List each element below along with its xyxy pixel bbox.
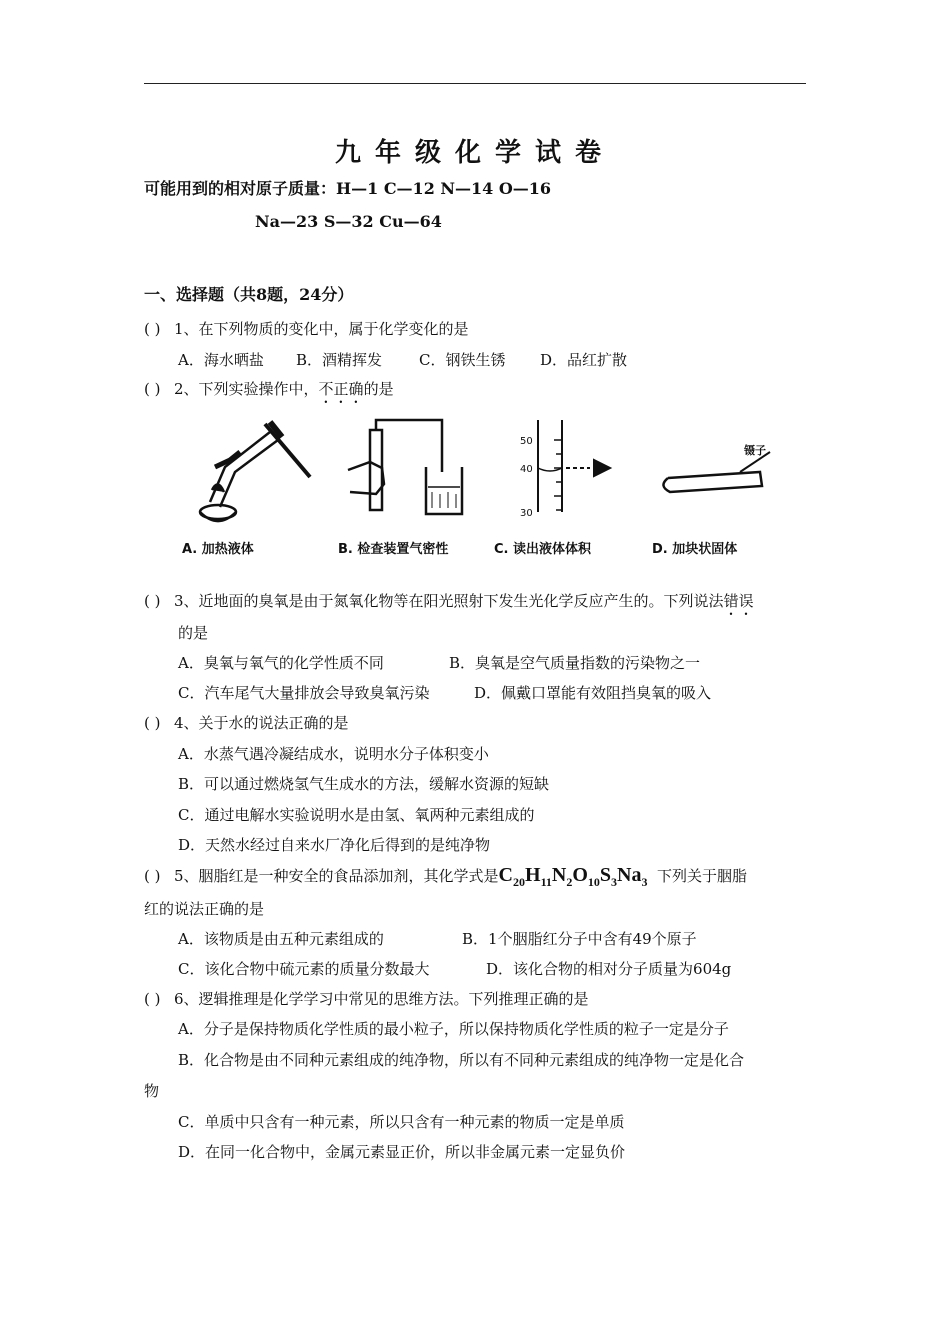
q1-option-b: B．酒精挥发: [296, 351, 383, 369]
question-5: [144, 864, 747, 890]
question-stem: 4、关于水的说法正确的是: [174, 714, 349, 732]
emphasis-text: 不正确: [318, 380, 364, 398]
question-stem: 1、在下列物质的变化中，属于化学变化的是: [174, 320, 469, 338]
answer-blank[interactable]: ( ): [144, 714, 161, 732]
tweezers-tube-illustration: [663, 452, 770, 492]
question-stem-end: 下列关于胭脂: [657, 867, 748, 885]
atomic-masses-line1: 可能用到的相对原子质量：H—1 C—12 N—14 O—16: [144, 179, 552, 198]
scale-label-40: 40: [520, 464, 533, 475]
emphasis-text: 错误: [723, 592, 754, 610]
caption-d: D. 加块状固体: [652, 542, 738, 557]
q3-option-a: A．臭氧与氧气的化学性质不同: [178, 654, 384, 672]
q6-option-b: B．化合物是由不同种元素组成的纯净物，所以有不同种元素组成的纯净物一定是化合: [178, 1051, 745, 1069]
tweezers-label: 镊子: [744, 444, 766, 457]
question-1: [144, 318, 469, 339]
atomic-masses-line2: Na—23 S—32 Cu—64: [255, 212, 442, 231]
q1-option-c: C．钢铁生锈: [419, 351, 506, 369]
q6-option-a: A．分子是保持物质化学性质的最小粒子，所以保持物质化学性质的粒子一定是分子: [178, 1020, 729, 1038]
q4-option-a: A．水蒸气遇冷凝结成水，说明水分子体积变小: [178, 745, 489, 763]
q5-option-c: C．该化合物中硫元素的质量分数最大: [178, 960, 430, 978]
q5-option-a: A．该物质是由五种元素组成的: [178, 930, 384, 948]
question-4: [144, 712, 349, 733]
q6-option-b-cont: 物: [144, 1082, 160, 1100]
q4-option-d: D．天然水经过自来水厂净化后得到的是纯净物: [178, 836, 491, 854]
q2-figure: [170, 412, 790, 536]
question-3: [144, 590, 754, 619]
q6-option-d: D．在同一化合物中，金属元素显正价，所以非金属元素一定显负价: [178, 1143, 626, 1161]
chemical-formula: $C_{20}H_{11}N_2O_{10}S_3Na_3$: [498, 864, 648, 889]
scale-label-50: 50: [520, 436, 533, 447]
caption-a: A. 加热液体: [182, 542, 254, 557]
heating-liquid-illustration: [200, 422, 310, 521]
graduated-cylinder-illustration: [538, 420, 610, 512]
answer-blank[interactable]: ( ): [144, 320, 161, 338]
question-stem-cont: 的是: [178, 624, 209, 642]
q3-option-b: B．臭氧是空气质量指数的污染物之一: [449, 654, 701, 672]
question-stem-cont: 红的说法正确的是: [144, 900, 265, 918]
answer-blank[interactable]: ( ): [144, 380, 161, 398]
answer-blank[interactable]: ( ): [144, 592, 161, 610]
question-stem-end: 的是: [363, 380, 394, 398]
answer-blank[interactable]: ( ): [144, 990, 161, 1008]
question-2: [144, 378, 394, 407]
question-stem: 6、逻辑推理是化学学习中常见的思维方法。下列推理正确的是: [174, 990, 589, 1008]
q4-option-b: B．可以通过燃烧氢气生成水的方法，缓解水资源的短缺: [178, 775, 550, 793]
q5-option-b: B．1个胭脂红分子中含有49个原子: [462, 930, 697, 948]
q6-option-c: C．单质中只含有一种元素，所以只含有一种元素的物质一定是单质: [178, 1113, 625, 1131]
q1-option-d: D．品红扩散: [540, 351, 628, 369]
airtightness-illustration: [348, 420, 462, 514]
q4-option-c: C．通过电解水实验说明水是由氢、氧两种元素组成的: [178, 806, 535, 824]
lab-operations-illustration: [170, 412, 790, 532]
question-stem: 3、近地面的臭氧是由于氮氧化物等在阳光照射下发生光化学反应产生的。下列说法: [174, 592, 724, 610]
q1-option-a: A．海水晒盐: [178, 351, 264, 369]
question-6: [144, 988, 589, 1009]
caption-b: B. 检查装置气密性: [338, 542, 449, 557]
question-stem: 5、胭脂红是一种安全的食品添加剂，其化学式是: [174, 867, 499, 885]
section-heading: 一、选择题（共8题，24分）: [144, 285, 354, 304]
scale-label-30: 30: [520, 508, 533, 519]
q3-option-c: C．汽车尾气大量排放会导致臭氧污染: [178, 684, 430, 702]
page-title: 九年级化学试卷: [334, 138, 615, 168]
caption-c: C. 读出液体体积: [494, 542, 592, 557]
q3-option-d: D．佩戴口罩能有效阻挡臭氧的吸入: [474, 684, 712, 702]
question-stem: 2、下列实验操作中，: [174, 380, 319, 398]
top-rule: [144, 83, 806, 84]
q5-option-d: D．该化合物的相对分子质量为604g: [486, 960, 732, 978]
answer-blank[interactable]: ( ): [144, 867, 161, 885]
